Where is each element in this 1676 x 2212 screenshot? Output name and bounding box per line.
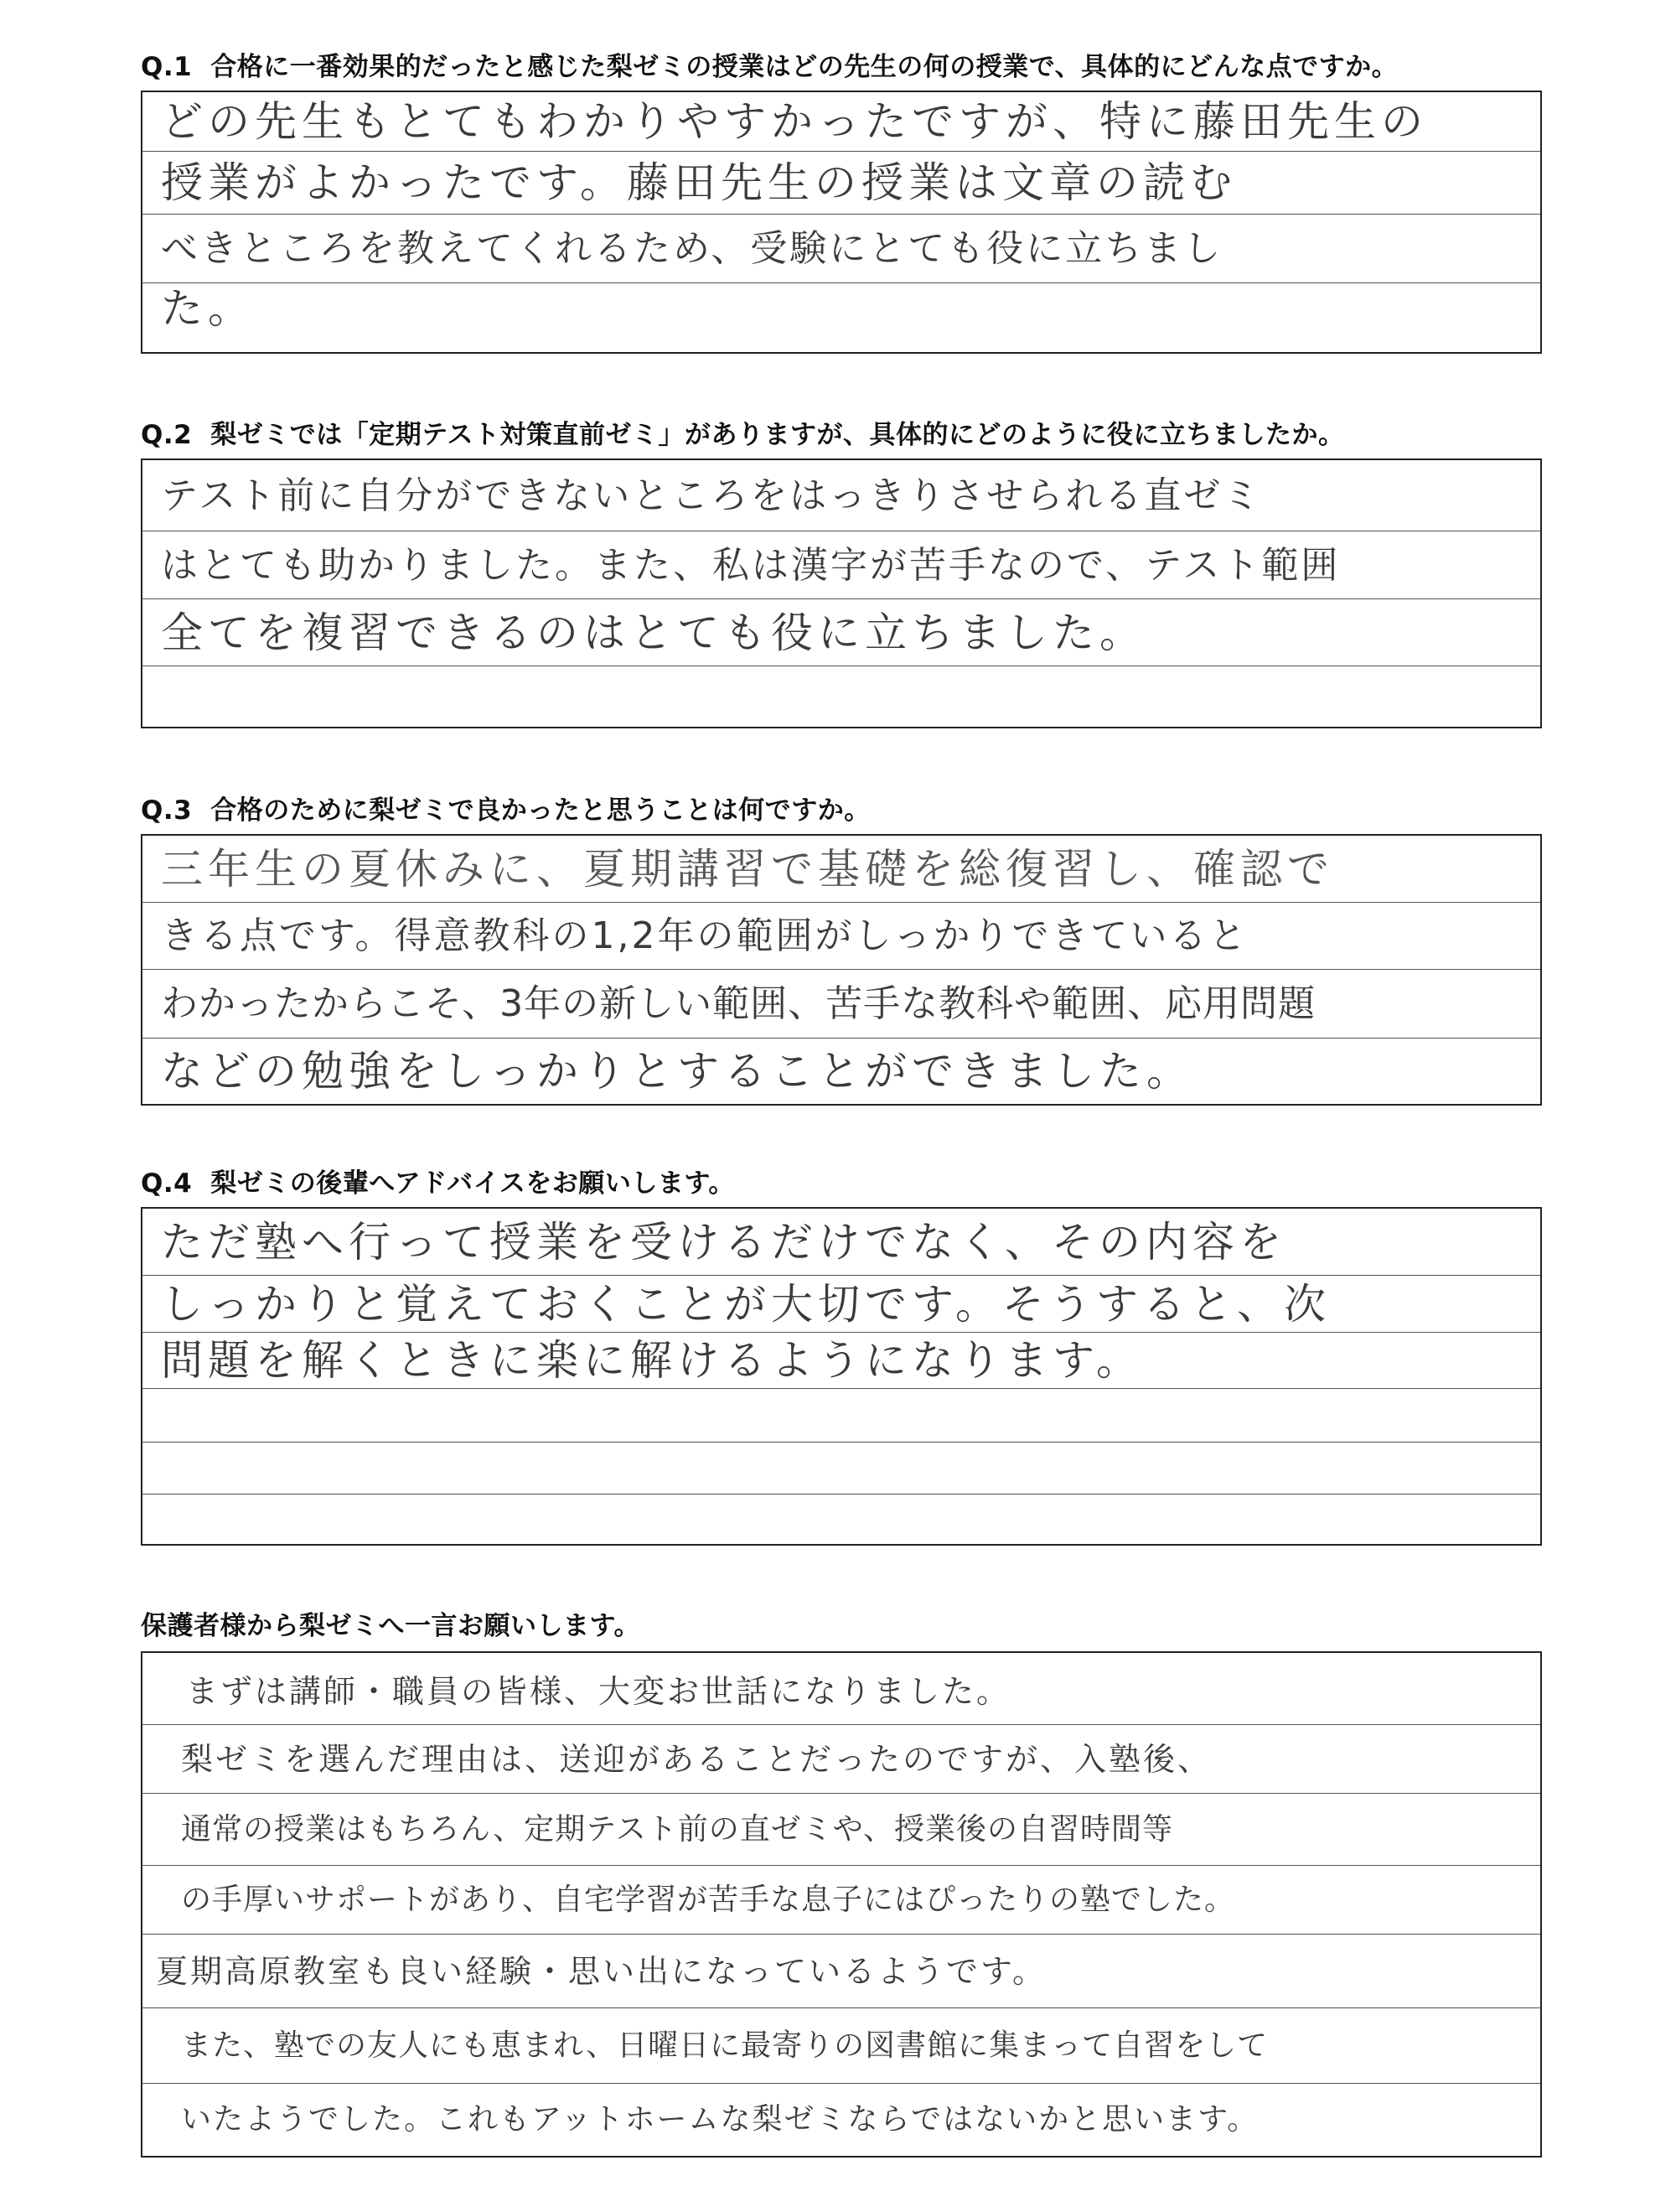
comment-line: の手厚いサポートがあり、自宅学習が苦手な息子にはぴったりの塾でした。 [142, 1866, 1540, 1935]
parent-comment-box [141, 1651, 1542, 2158]
answer-line: テスト前に自分ができないところをはっきりさせられる直ゼミ [142, 460, 1540, 531]
answer-box-4 [141, 1207, 1542, 1546]
answer-line: べきところを教えてくれるため、受験にとても役に立ちまし [142, 215, 1540, 283]
answer-line: ただ塾へ行って授業を受けるだけでなく、その内容を [142, 1209, 1540, 1276]
question-text: 梨ゼミでは「定期テスト対策直前ゼミ」がありますが、具体的にどのように役に立ちましたか。 [210, 420, 1345, 450]
answer-line [142, 1389, 1540, 1443]
question-3-title [141, 792, 871, 829]
answer-line [142, 1443, 1540, 1495]
answer-line: わかったからこそ、3年の新しい範囲、苦手な教科や範囲、応用問題 [142, 970, 1540, 1039]
comment-line: まずは講師・職員の皆様、大変お世話になりました。 [142, 1653, 1540, 1725]
answer-line: はとても助かりました。また、私は漢字が苦手なので、テスト範囲 [142, 531, 1540, 599]
comment-line: 夏期高原教室も良い経験・思い出になっているようです。 [142, 1935, 1540, 2008]
answer-line: 全てを複習できるのはとても役に立ちました。 [142, 599, 1540, 666]
question-text: 合格のために梨ゼミで良かったと思うことは何ですか。 [210, 795, 871, 826]
comment-line: 梨ゼミを選んだ理由は、送迎があることだったのですが、入塾後、 [142, 1725, 1540, 1794]
answer-box-3 [141, 834, 1542, 1106]
answer-box-2 [141, 458, 1542, 728]
answer-line: しっかりと覚えておくことが大切です。そうすると、次 [142, 1276, 1540, 1333]
answer-line [142, 1495, 1540, 1544]
question-4-title [141, 1165, 735, 1202]
answer-line: 問題を解くときに楽に解けるようになります。 [142, 1333, 1540, 1389]
question-number: Q.4 [141, 1168, 193, 1199]
question-number: Q.3 [141, 795, 193, 826]
answer-box-1 [141, 91, 1542, 354]
answer-line [142, 666, 1540, 727]
comment-line: また、塾での友人にも恵まれ、日曜日に最寄りの図書館に集まって自習をして [142, 2008, 1540, 2084]
answer-line: などの勉強をしっかりとすることができました。 [161, 1047, 1193, 1096]
answer-line: きる点です。得意教科の1,2年の範囲がしっかりできていると [142, 903, 1540, 970]
answer-line: どの先生もとてもわかりやすかったですが、特に藤田先生の [142, 92, 1540, 152]
question-text: 合格に一番効果的だったと感じた梨ゼミの授業はどの先生の何の授業で、具体的にどんな点ですか。 [210, 52, 1399, 82]
question-1-title [141, 49, 1398, 85]
answer-line: 授業がよかったです。藤田先生の授業は文章の読む [142, 152, 1540, 215]
answer-line: た。 [161, 284, 255, 333]
question-2-title [141, 417, 1344, 453]
comment-line: 通常の授業はもちろん、定期テスト前の直ゼミや、授業後の自習時間等 [142, 1794, 1540, 1866]
parent-comment-title: 保護者様から梨ゼミへ一言お願いします。 [141, 1611, 641, 1641]
question-text: 梨ゼミの後輩へアドバイスをお願いします。 [210, 1168, 735, 1199]
comment-line: いたようでした。これもアットホームな梨ゼミならではないかと思います。 [181, 2102, 1260, 2137]
question-number: Q.1 [141, 52, 193, 82]
question-number: Q.2 [141, 420, 193, 450]
answer-line: 三年生の夏休みに、夏期講習で基礎を総復習し、確認で [142, 836, 1540, 903]
